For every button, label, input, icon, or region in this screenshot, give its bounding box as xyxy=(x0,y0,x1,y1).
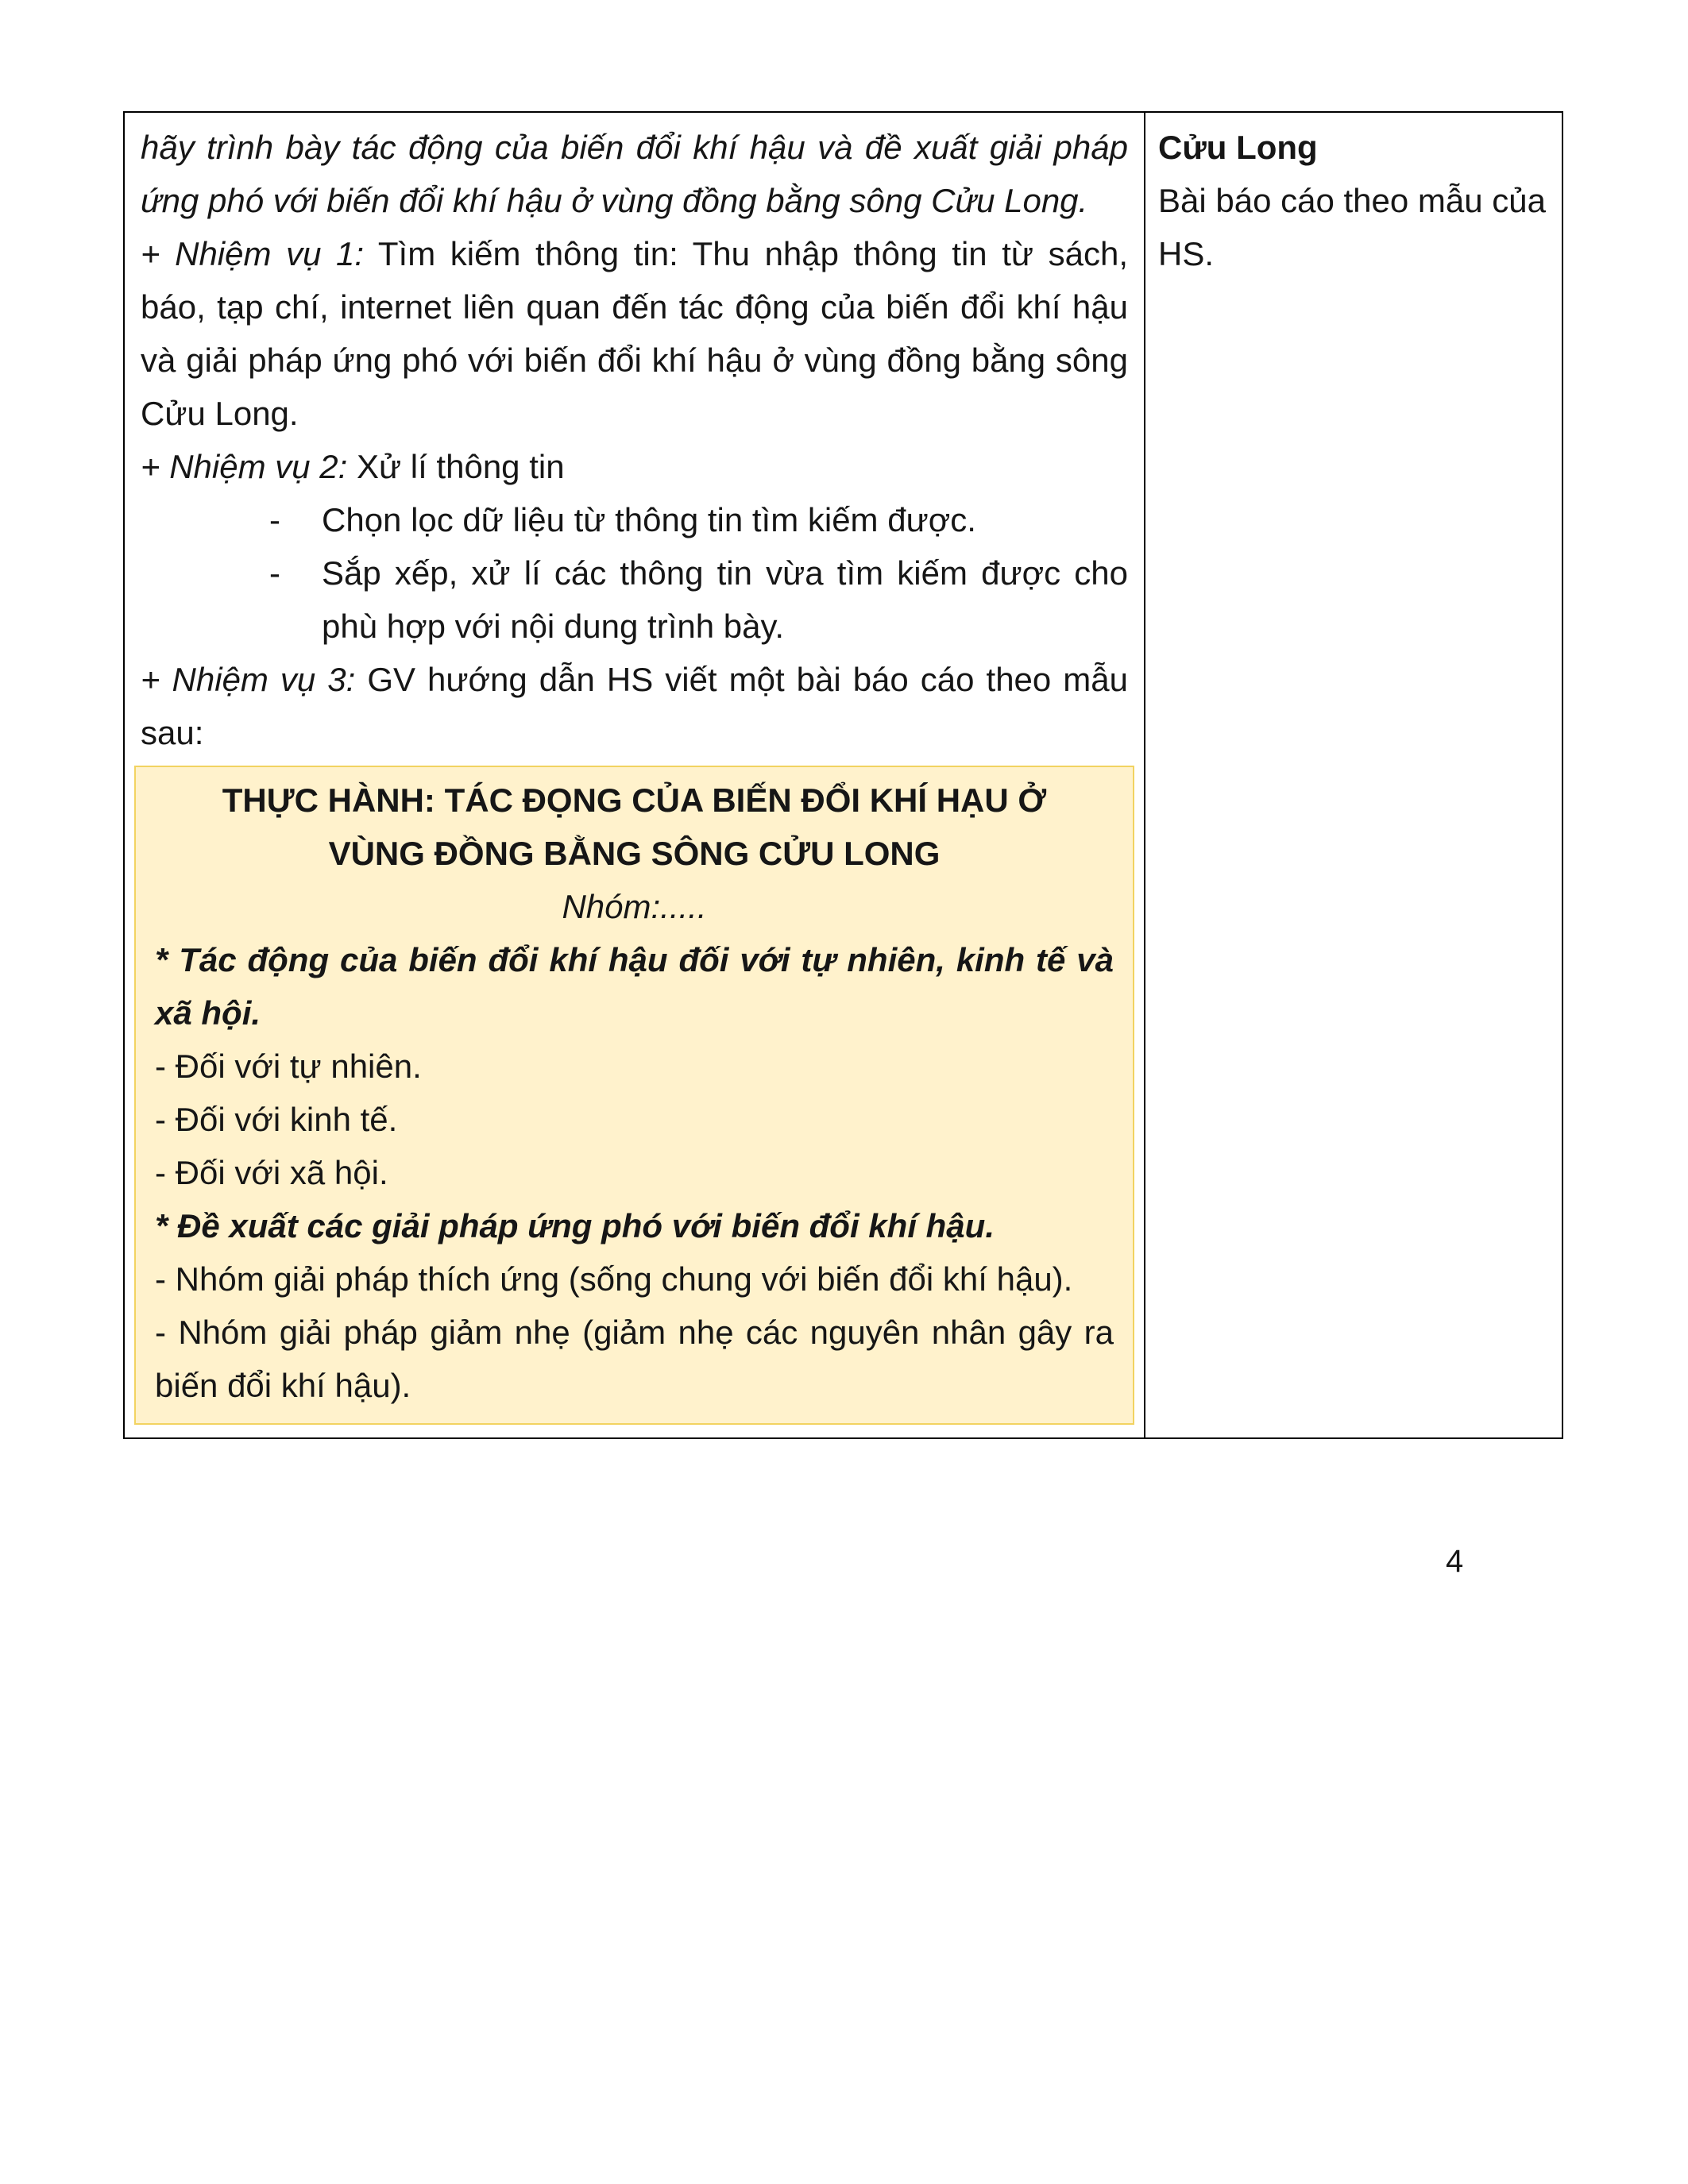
task2-paragraph xyxy=(141,440,1128,493)
task1-text: Tìm kiếm thông tin: Thu nhập thông tin từ sách, báo, tạp chí, internet liên quan đến tác động của biến đổi khí hậu và giải pháp ứng phó với biến đổi khí hậu ở vùng đồng bằng sông Cửu Long. xyxy=(141,235,1128,432)
task3-text: GV hướng dẫn HS viết một bài báo cáo theo mẫu sau: xyxy=(141,661,1128,751)
report-section1-item: - Đối với xã hội. xyxy=(155,1154,388,1191)
page-number: 4 xyxy=(1446,1544,1464,1579)
task3-paragraph xyxy=(141,653,1128,759)
report-section2-item: - Nhóm giải pháp thích ứng (sống chung với biến đổi khí hậu). xyxy=(155,1260,1073,1298)
bullet-item xyxy=(141,546,1128,653)
lesson-plan-table xyxy=(123,111,1563,1439)
report-section2-heading: * Đề xuất các giải pháp ứng phó với biến đổi khí hậu. xyxy=(155,1207,995,1244)
product-text: Bài báo cáo theo mẫu của HS. xyxy=(1158,182,1547,272)
task2-label: + Nhiệm vụ 2: xyxy=(141,448,348,485)
report-title-line1: THỰC HÀNH: TÁC ĐỌNG CỦA BIẾN ĐỔI KHÍ HẠU Ở xyxy=(222,781,1047,819)
report-template-box xyxy=(134,766,1134,1425)
task1-label: + Nhiệm vụ 1: xyxy=(141,235,365,272)
product-bold-fragment: Cửu Long xyxy=(1158,129,1318,166)
report-section1-item: - Đối với tự nhiên. xyxy=(155,1048,422,1085)
task3-label: + Nhiệm vụ 3: xyxy=(141,661,356,698)
bullet-item xyxy=(141,493,1128,546)
report-section2-item: - Nhóm giải pháp giảm nhẹ (giảm nhẹ các nguyên nhân gây ra biến đổi khí hậu). xyxy=(155,1314,1114,1404)
task2-text: Xử lí thông tin xyxy=(347,448,565,485)
report-group-line: Nhóm:..... xyxy=(562,888,707,925)
report-section1-item: - Đối với kinh tế. xyxy=(155,1101,398,1138)
activities-cell xyxy=(125,113,1145,1437)
bullet-text: Chọn lọc dữ liệu từ thông tin tìm kiếm được. xyxy=(322,501,976,538)
bullet-text: Sắp xếp, xử lí các thông tin vừa tìm kiếm được cho phù hợp với nội dung trình bày. xyxy=(322,554,1128,645)
dash-marker: - xyxy=(269,554,280,592)
report-title-line2: VÙNG ĐỒNG BẰNG SÔNG CỬU LONG xyxy=(328,835,941,872)
task1-paragraph xyxy=(141,227,1128,440)
report-section1-heading: * Tác động của biến đổi khí hậu đối với tự nhiên, kinh tế và xã hội. xyxy=(155,941,1114,1032)
dash-marker: - xyxy=(269,501,280,538)
intro-paragraph: hãy trình bày tác động của biến đổi khí hậu và đề xuất giải pháp ứng phó với biến đổi khí hậu ở vùng đồng bằng sông Cửu Long. xyxy=(141,129,1128,219)
products-cell xyxy=(1145,113,1562,1437)
